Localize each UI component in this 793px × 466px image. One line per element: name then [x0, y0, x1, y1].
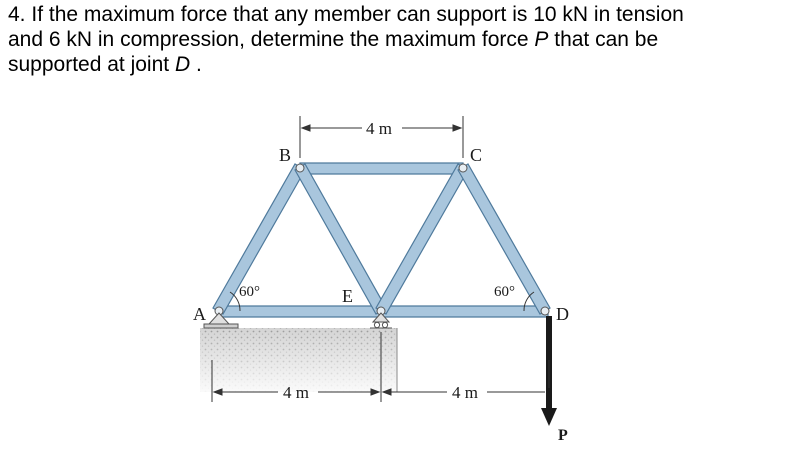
problem-text-3b: . — [190, 53, 202, 76]
member-ed — [380, 306, 548, 317]
member-be — [295, 164, 386, 314]
variable-d: D — [174, 53, 191, 76]
joint-label-d: D — [556, 304, 569, 324]
problem-text-2a: and 6 kN in compression, determine the maximum force — [8, 28, 535, 51]
angle-label-left: 60° — [239, 284, 260, 300]
problem-text-3a: supported at joint — [8, 53, 175, 76]
pin-d — [541, 307, 549, 315]
load-label-p: P — [558, 427, 568, 444]
angle-label-right: 60° — [494, 284, 515, 300]
problem-text-1: If the maximum force that any member can support is 10 kN in tension — [31, 3, 684, 26]
dimension-label-bottom-left: 4 m — [283, 383, 309, 402]
problem-text-2b: that can be — [548, 28, 659, 51]
dimension-label-top: 4 m — [366, 119, 392, 138]
pin-b — [296, 164, 304, 172]
member-ae — [218, 306, 380, 317]
joint-label-b: B — [279, 145, 292, 165]
member-bc — [300, 163, 463, 174]
joint-label-e: E — [342, 286, 353, 306]
joint-label-a: A — [193, 304, 206, 324]
member-ec — [376, 164, 468, 314]
pin-c — [459, 164, 467, 172]
dimension-label-bottom-right: 4 m — [452, 383, 478, 402]
variable-p: P — [534, 28, 549, 51]
joint-label-c: C — [470, 145, 483, 165]
problem-number: 4. — [8, 3, 26, 26]
